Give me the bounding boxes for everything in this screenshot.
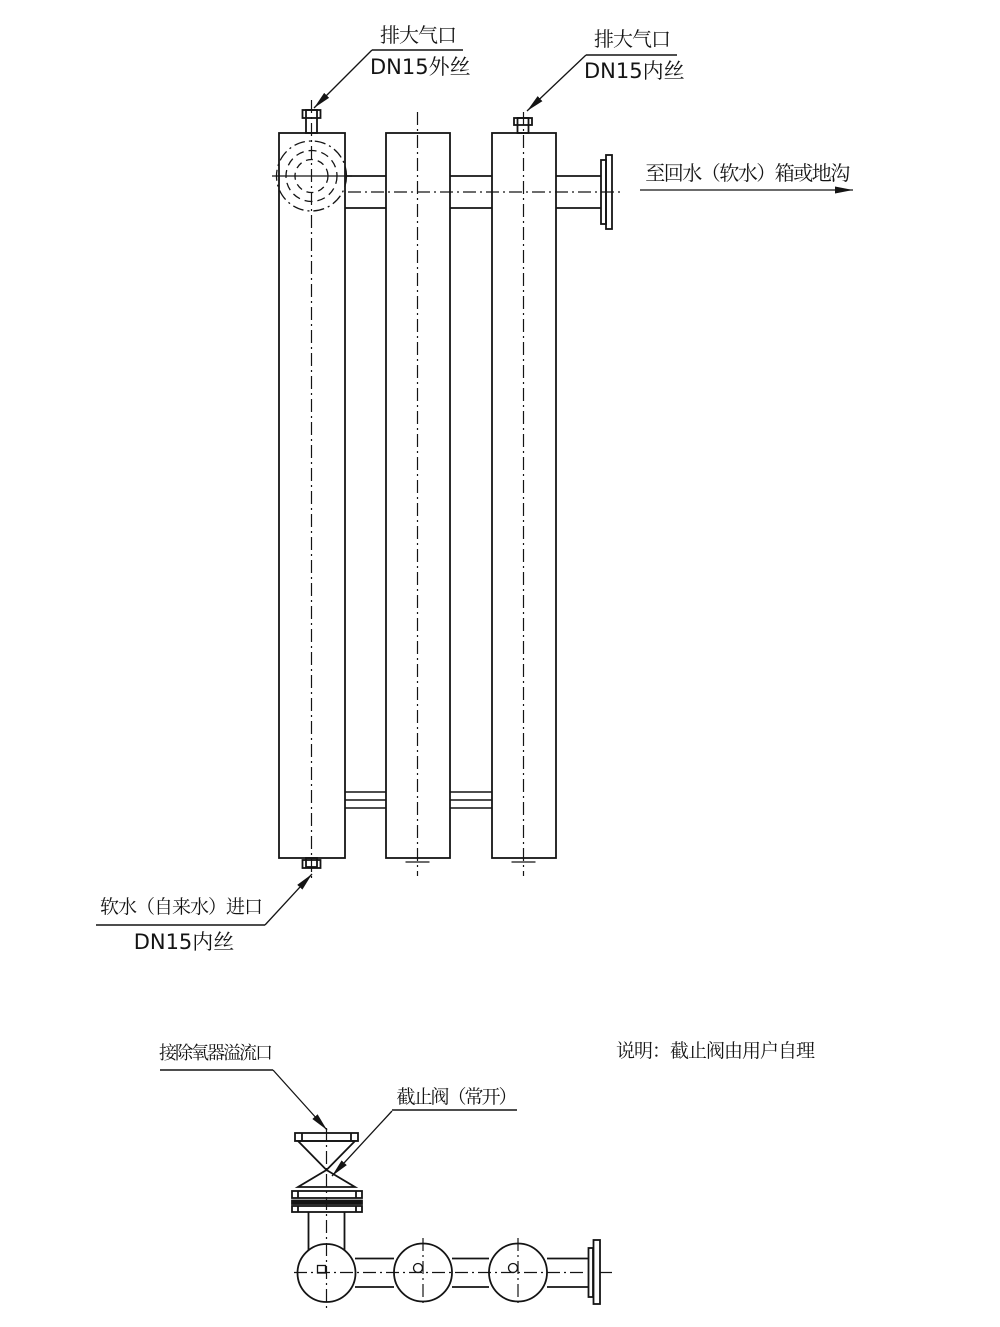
vent-right-label-line2: DN15内丝 — [584, 59, 685, 83]
valve-leader — [332, 1111, 392, 1176]
inlet-label-line1: 软水（自来水）进口 — [99, 896, 262, 918]
overflow-leader — [273, 1070, 327, 1130]
note-text: 说明：截止阀由用户自理 — [616, 1040, 815, 1062]
inlet-label-line2: DN15内丝 — [133, 930, 235, 954]
stop-valve-label: 截止阀（常开） — [396, 1086, 516, 1108]
overflow-port-label: 接除氧器溢流口 — [159, 1043, 271, 1064]
vent-right-leader — [527, 55, 586, 111]
outlet-label: 至回水（软水）箱或地沟 — [645, 161, 849, 185]
bottom-connectors — [345, 792, 492, 808]
leader-lines — [265, 50, 853, 1176]
column-2 — [386, 133, 450, 858]
column-3 — [492, 133, 556, 858]
vent-left-label-line2: DN15外丝 — [370, 55, 471, 79]
drain-flange — [589, 1240, 601, 1304]
vent-left-leader — [314, 50, 372, 108]
inlet-leader — [265, 874, 312, 925]
vent-left-label-line1: 排大气口 — [380, 23, 456, 47]
vent-right-label-line1: 排大气口 — [594, 27, 670, 51]
